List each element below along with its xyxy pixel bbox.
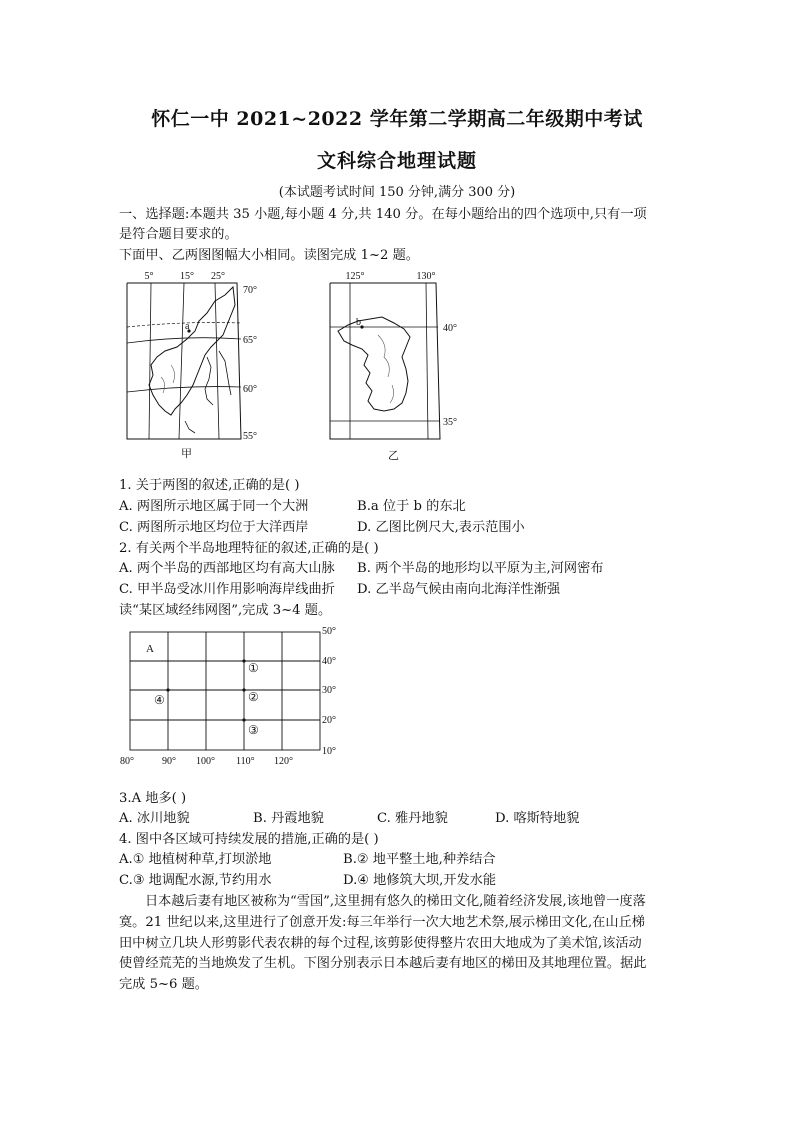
grid-lat-50: 50° <box>322 626 336 637</box>
q4-option-d-label: D. <box>343 873 358 888</box>
map-intro: 下面甲、乙两图图幅大小相同。读图完成 1~2 题。 <box>119 248 419 263</box>
map-jia-lon-5: 5° <box>144 271 154 282</box>
grid-point-3: ③ <box>248 723 259 737</box>
q1-option-c: C. 两图所示地区均位于大洋西岸 <box>119 520 309 535</box>
passage-line2: 寞。21 世纪以来,这里进行了创意开发:每三年举行一次大地艺术祭,展示梯田文化,在山丘梯 <box>119 915 645 930</box>
map-jia-point-a: a <box>185 321 190 332</box>
exam-info: (本试题考试时间 150 分钟,满分 300 分) <box>278 185 516 200</box>
section-instructions-line2: 是符合题目要求的。 <box>119 227 238 242</box>
map-yi-caption: 乙 <box>388 450 399 462</box>
q4-option-b-text: 地平整土地,种养结合 <box>368 852 496 867</box>
grid-point-2: ② <box>248 690 259 704</box>
map-yi-lon-130: 130° <box>416 271 436 282</box>
map-jia-lat-65: 65° <box>243 335 257 346</box>
passage-line1: 日本越后妻有地区被称为“雪国”,这里拥有悠久的梯田文化,随着经济发展,该地曾一度落 <box>145 894 646 909</box>
grid-lon-90: 90° <box>162 756 176 767</box>
q2-option-d: D. 乙半岛气候由南向北海洋性渐强 <box>357 582 561 597</box>
q3-option-a: A. 冰川地貌 <box>119 811 190 826</box>
q4-option-a <box>119 848 271 867</box>
passage-line4: 使曾经荒芜的当地焕发了生机。下图分别表示日本越后妻有地区的梯田及其地理位置。据此 <box>119 956 647 971</box>
q4-option-c-text: 地调配水源,节约用水 <box>144 873 272 888</box>
grid-point-4: ④ <box>154 693 165 707</box>
q4-option-d-text: 地修筑大坝,开发水能 <box>368 873 497 888</box>
q3-option-c: C. 雅丹地貌 <box>377 811 448 826</box>
q2-option-c: C. 甲半岛受冰川作用影响海岸线曲折 <box>119 582 335 597</box>
grid-lat-40: 40° <box>322 656 336 667</box>
map-jia-lat-55: 55° <box>243 431 257 442</box>
grid-lon-80: 80° <box>120 756 134 767</box>
q4-option-b-num: ② <box>356 852 369 867</box>
grid-lon-110: 110° <box>236 756 255 767</box>
q4-option-c <box>119 869 272 888</box>
q1-stem: 1. 关于两图的叙述,正确的是( ) <box>119 478 300 493</box>
q4-option-b-label: B. <box>343 852 357 867</box>
grid-map-label-a: A <box>146 643 154 655</box>
q4-option-a-num: ① <box>132 852 145 867</box>
q1-option-b: B.a 位于 b 的东北 <box>357 499 466 514</box>
q1-option-d: D. 乙图比例尺大,表示范围小 <box>357 520 525 535</box>
q3-stem: 3.A 地多( ) <box>119 791 187 806</box>
map-jia-lon-25: 25° <box>211 271 225 282</box>
map-jia <box>115 265 275 465</box>
q4-stem: 4. 图中各区域可持续发展的措施,正确的是( ) <box>119 832 379 847</box>
q3-option-b: B. 丹霞地貌 <box>253 811 324 826</box>
grid-lon-100: 100° <box>196 756 215 767</box>
exam-subtitle: 文科综合地理试题 <box>316 150 477 172</box>
map-yi-lat-35: 35° <box>443 417 457 428</box>
map-yi <box>322 265 472 465</box>
q2-option-b: B. 两个半岛的地形均以平原为主,河网密布 <box>357 561 604 576</box>
q2-stem: 2. 有关两个半岛地理特征的叙述,正确的是( ) <box>119 541 379 556</box>
q2-option-a: A. 两个半岛的西部地区均有高大山脉 <box>119 561 335 576</box>
q4-option-b <box>343 848 496 867</box>
grid-map <box>110 624 350 770</box>
q4-option-a-label: A. <box>119 852 133 867</box>
grid-lat-10: 10° <box>322 746 336 757</box>
section-instructions-line1: 一、选择题:本题共 35 小题,每小题 4 分,共 140 分。在每小题给出的四个选项中,只有一项 <box>119 207 647 222</box>
grid-map-intro: 读“某区域经纬网图”,完成 3~4 题。 <box>119 603 332 618</box>
map-yi-lat-40: 40° <box>443 323 457 334</box>
passage-line3: 田中树立几块人形剪影代表农耕的每个过程,该剪影使得整片农田大地成为了美术馆,该活动 <box>119 936 642 951</box>
grid-point-1: ① <box>248 661 259 675</box>
passage-line5: 完成 5~6 题。 <box>119 977 208 992</box>
q4-option-c-num: ③ <box>132 873 145 888</box>
q4-option-c-label: C. <box>119 873 133 888</box>
map-yi-lon-125: 125° <box>345 271 365 282</box>
map-jia-lon-15: 15° <box>180 271 194 282</box>
q3-option-d: D. 喀斯特地貌 <box>495 811 580 826</box>
q4-option-d-num: ④ <box>357 873 369 888</box>
q1-option-a: A. 两图所示地区属于同一个大洲 <box>119 499 309 514</box>
q4-option-a-text: 地植树种草,打坝淤地 <box>144 852 272 867</box>
map-jia-lat-70: 70° <box>243 285 257 296</box>
q4-option-d <box>343 869 496 888</box>
map-yi-point-b: b <box>356 317 361 328</box>
map-jia-lat-60: 60° <box>243 384 257 395</box>
grid-lat-20: 20° <box>322 715 336 726</box>
grid-lon-120: 120° <box>274 756 293 767</box>
exam-title: 怀仁一中 2021~2022 学年第二学期高二年级期中考试 <box>151 108 643 130</box>
grid-lat-30: 30° <box>322 685 336 696</box>
map-jia-caption: 甲 <box>181 448 192 460</box>
